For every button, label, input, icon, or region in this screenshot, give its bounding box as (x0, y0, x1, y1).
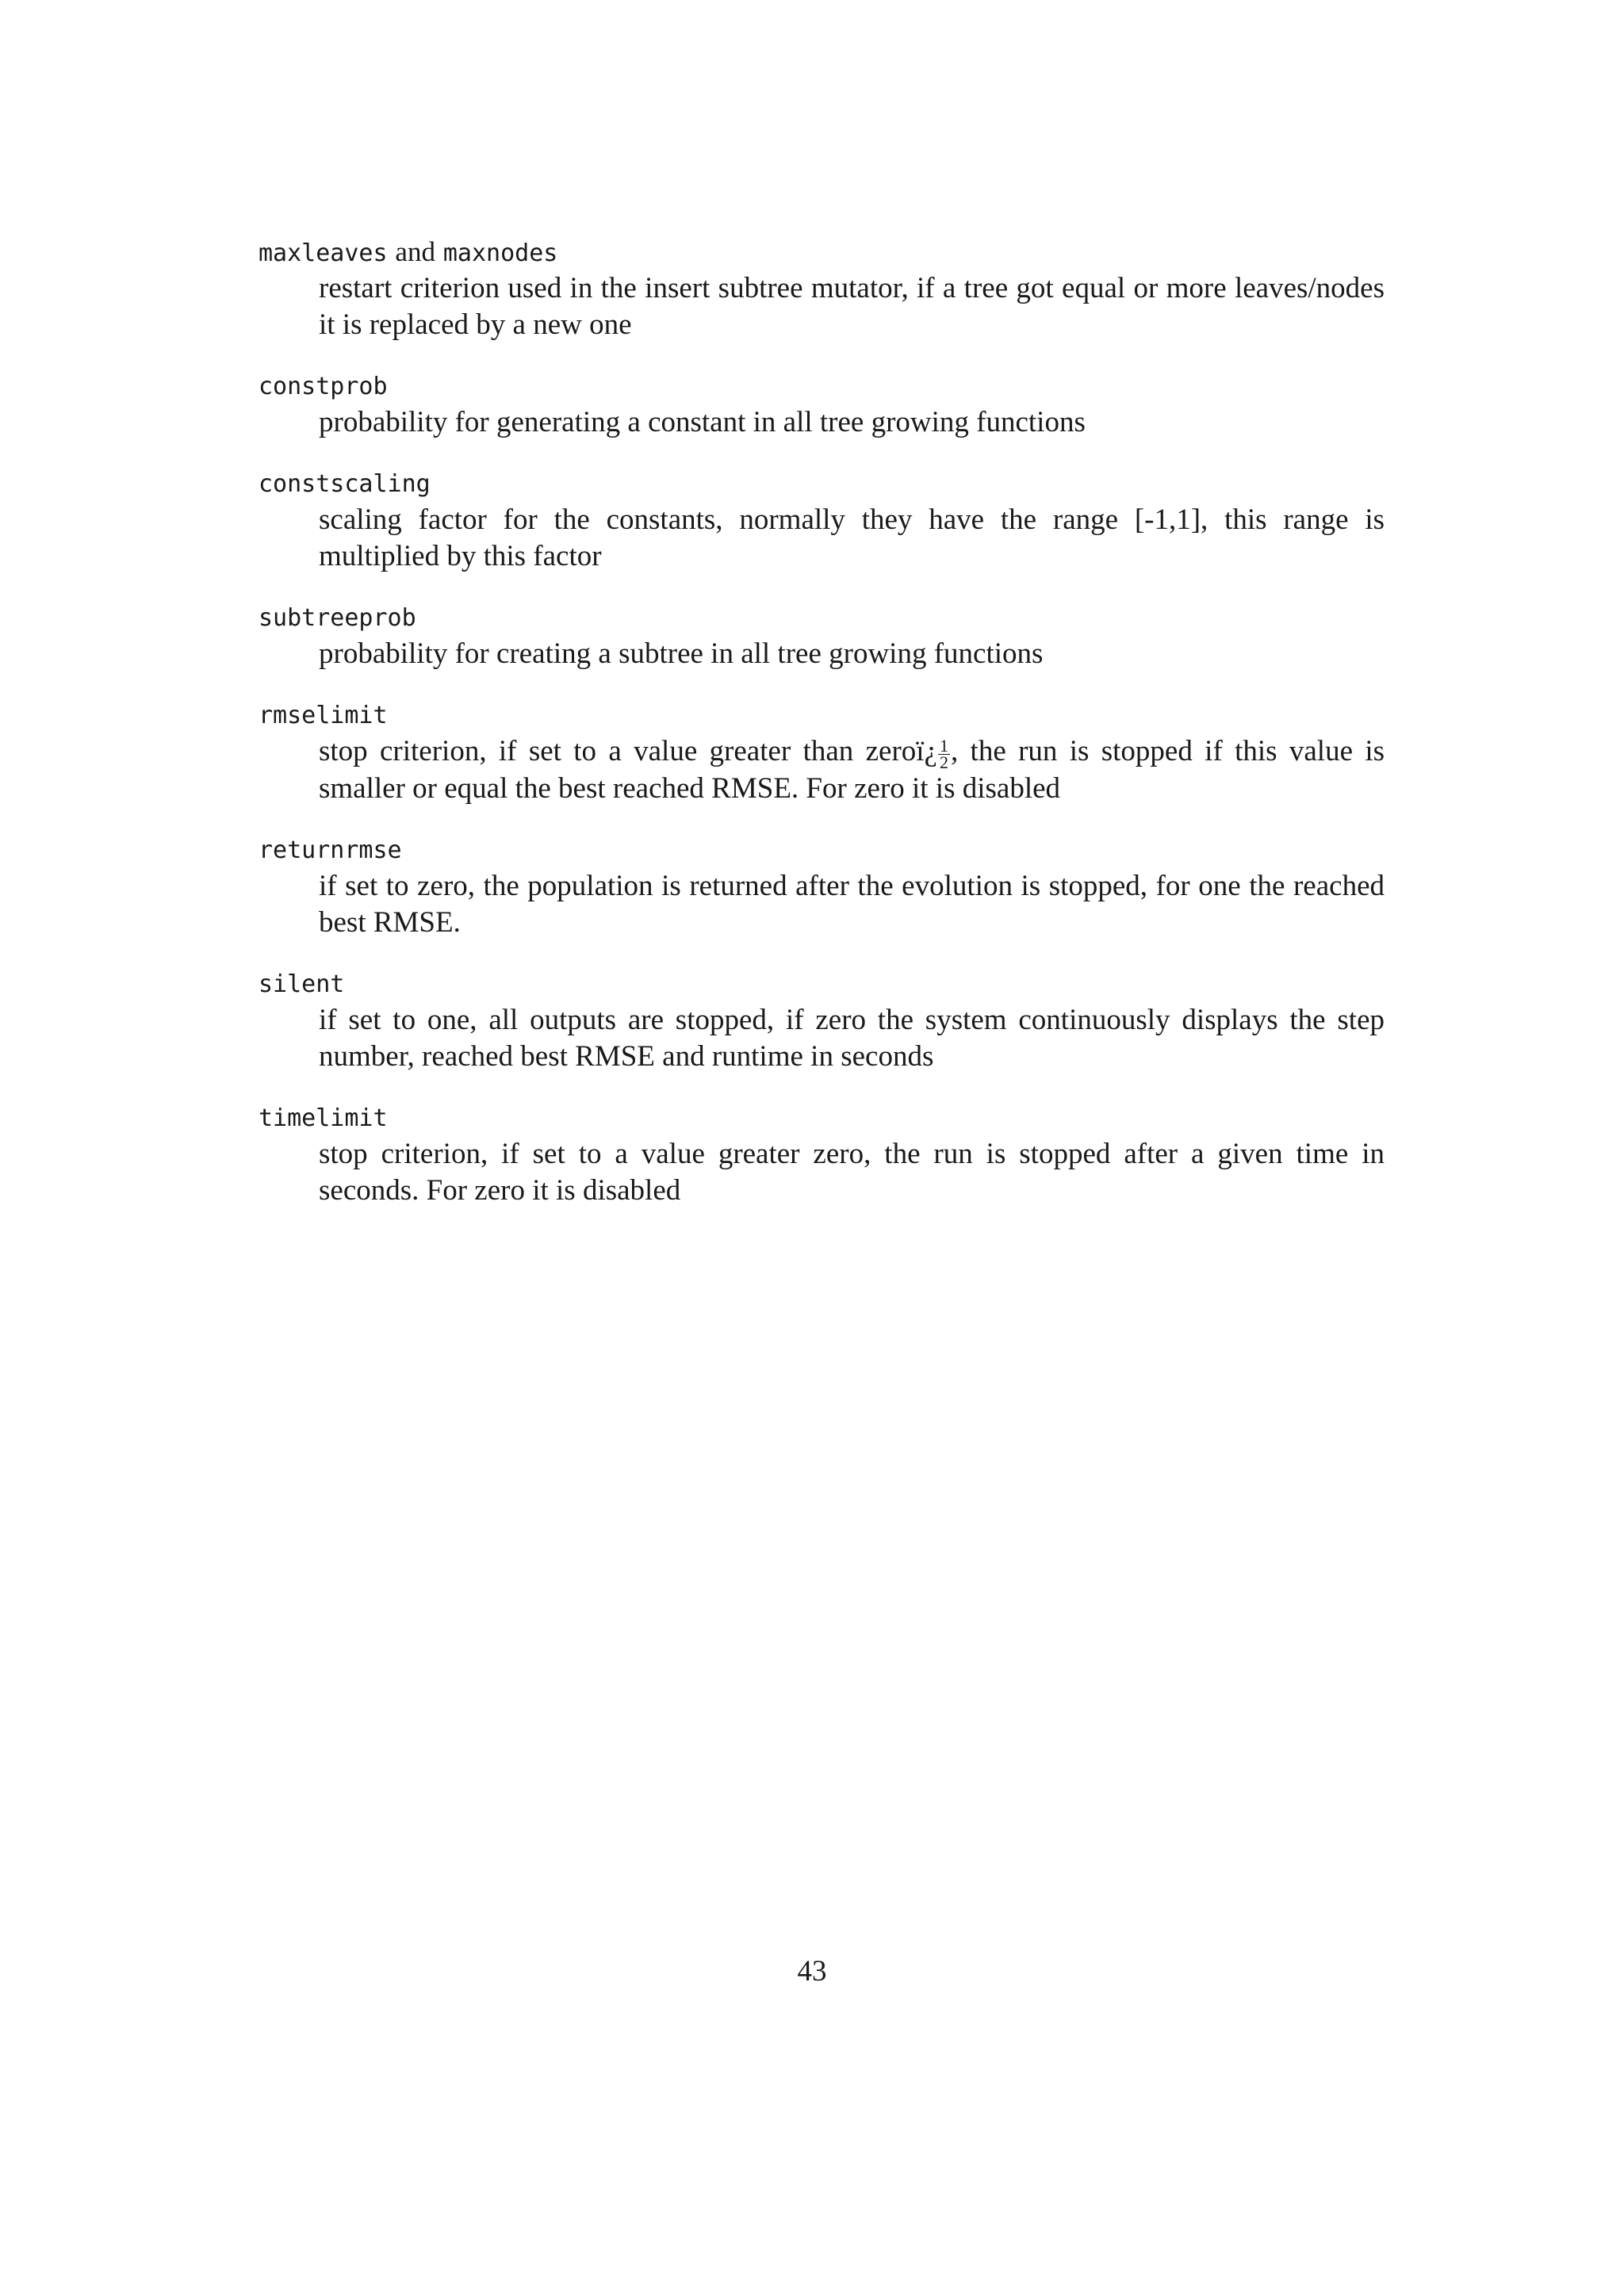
term-code-maxleaves: maxleaves (259, 239, 388, 267)
term-code: silent (259, 970, 345, 998)
definition-description: restart criterion used in the insert subtree mutator, if a tree got equal or more leaves/nodes it is replaced by a new one (319, 272, 1385, 341)
definition-term (259, 697, 1385, 733)
definition-entry-rmselimit (259, 697, 1385, 807)
definition-description: probability for generating a constant in all tree growing functions (319, 406, 1086, 438)
definition-entry-subtreeprob (259, 599, 1385, 672)
definition-description (319, 733, 1385, 807)
fraction-denominator: 2 (939, 752, 948, 772)
term-code: timelimit (259, 1104, 388, 1132)
description-text-before: stop criterion, if set to a value greater than zeroï¿ (319, 735, 937, 767)
definition-entry-maxleaves-maxnodes (259, 234, 1385, 343)
definition-term (259, 465, 1385, 502)
page-number: 43 (797, 1955, 827, 1988)
definition-entry-constscaling (259, 465, 1385, 575)
definition-description: if set to zero, the population is returned after the evolution is stopped, for one the reached best RMSE. (319, 870, 1385, 939)
fraction-numerator: 1 (939, 736, 948, 756)
term-code: constscaling (259, 470, 431, 498)
definition-term (259, 368, 1385, 404)
definition-description: stop criterion, if set to a value greater zero, the run is stopped after a given time in seconds. For zero it is disabled (319, 1138, 1385, 1207)
definition-entry-timelimit (259, 1100, 1385, 1209)
definition-term (259, 599, 1385, 636)
term-code: rmselimit (259, 702, 388, 729)
definition-description: scaling factor for the constants, normally they have the range [-1,1], this range is multiplied by this factor (319, 503, 1385, 572)
definition-description: probability for creating a subtree in all tree growing functions (319, 637, 1044, 670)
fraction (938, 738, 950, 771)
definition-entry-silent (259, 966, 1385, 1075)
term-code-maxnodes: maxnodes (442, 239, 558, 267)
definition-term (259, 234, 1385, 270)
term-code: returnrmse (259, 836, 402, 864)
definition-term (259, 832, 1385, 868)
definition-term (259, 966, 1385, 1002)
definition-description: if set to one, all outputs are stopped, if zero the system continuously displays the step number, reached best RMSE and runtime in seconds (319, 1004, 1385, 1073)
term-code: constprob (259, 373, 388, 400)
definition-term (259, 1100, 1385, 1136)
parameter-definition-list (259, 234, 1385, 1234)
term-code: subtreeprob (259, 604, 416, 632)
term-joiner: and (395, 236, 435, 267)
definition-entry-constprob (259, 368, 1385, 441)
description-text-after: , the run is stopped if this value is smaller or equal the best reached RMSE. For zero it is disabled (319, 735, 1385, 805)
definition-entry-returnrmse (259, 832, 1385, 941)
